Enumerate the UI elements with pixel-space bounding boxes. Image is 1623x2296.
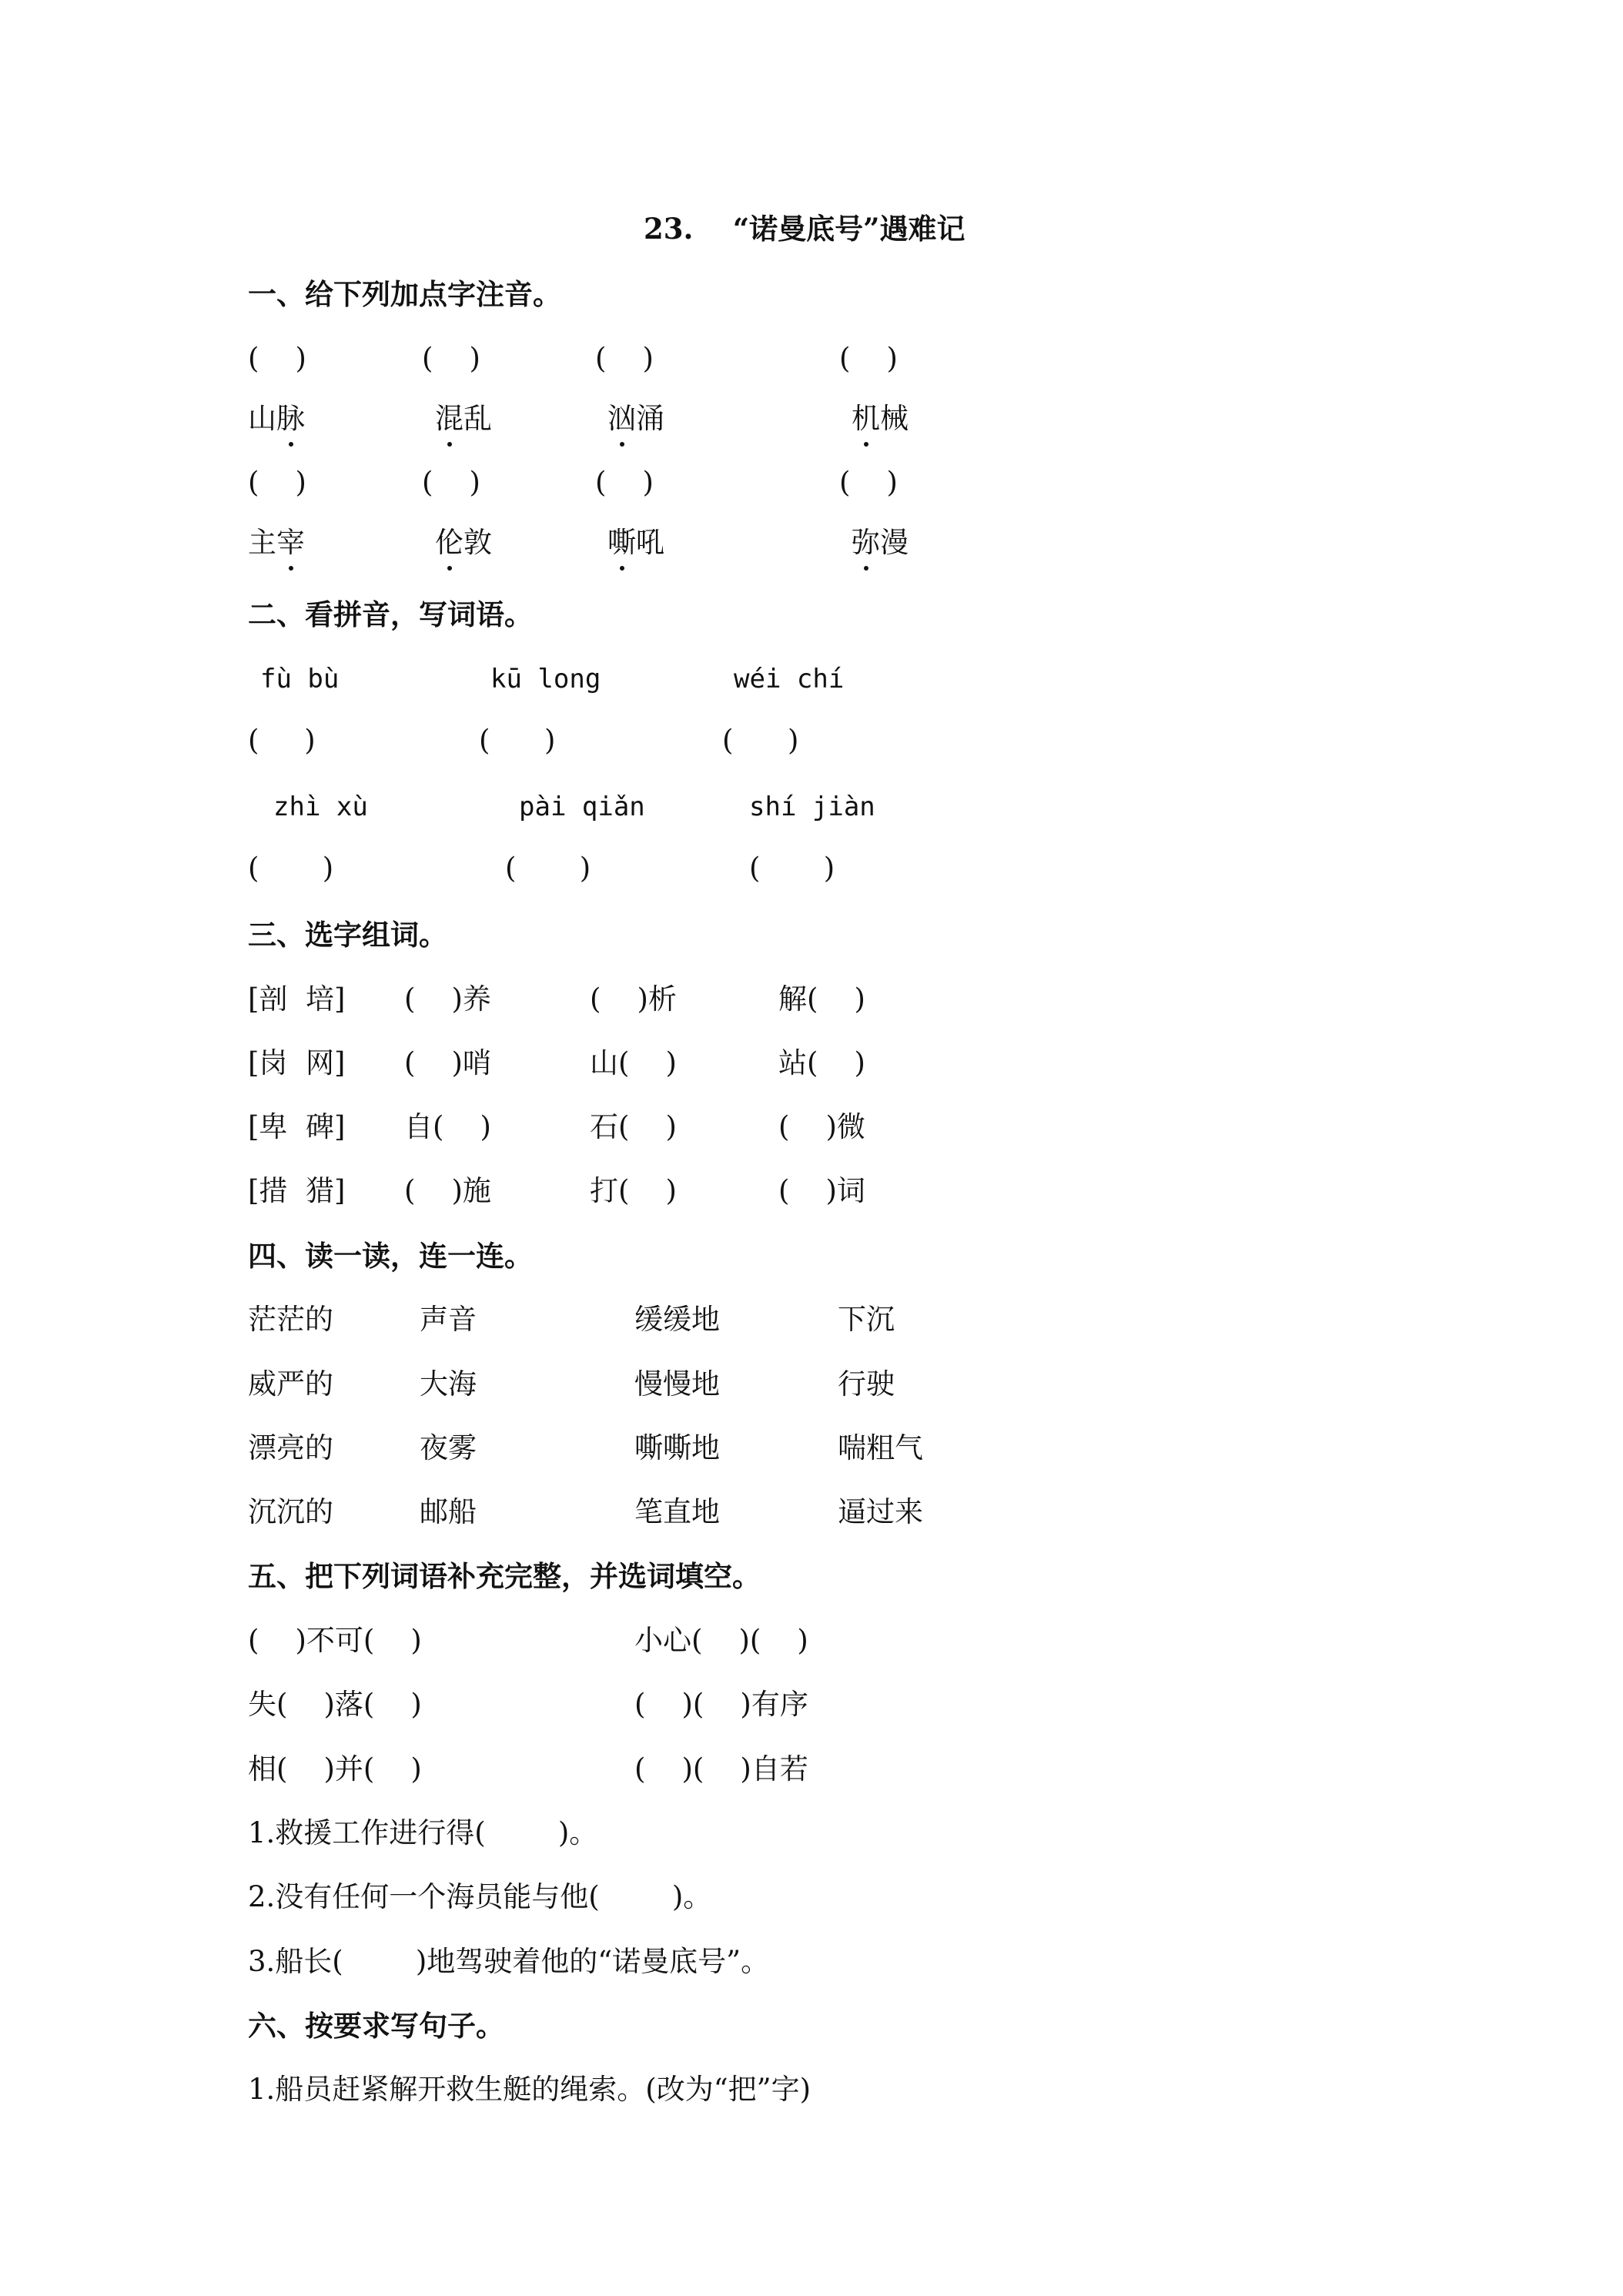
dotted-word: 混乱 xyxy=(435,402,492,435)
idiom-fill[interactable]: 相( )并( ) xyxy=(248,1752,422,1786)
match-word[interactable]: 威严的 xyxy=(248,1367,333,1401)
match-word[interactable]: 缓缓地 xyxy=(634,1303,720,1336)
dotted-word: 山脉 xyxy=(248,402,305,435)
char-choice: [剖 培] xyxy=(248,982,346,1016)
section-4-heading: 四、读一读，连一连。 xyxy=(248,1239,533,1273)
answer-blank[interactable]: ( ) xyxy=(248,466,306,499)
char-choice: [卑 碑] xyxy=(248,1110,346,1143)
match-word[interactable]: 沉沉的 xyxy=(248,1495,333,1528)
emphasis-char: 机 xyxy=(852,402,880,435)
pinyin-prompt: shí jiàn xyxy=(749,792,875,822)
idiom-fill[interactable]: ( )( )有序 xyxy=(634,1688,808,1721)
answer-blank[interactable]: ( ) xyxy=(248,342,306,375)
fill-item[interactable]: 自( ) xyxy=(404,1110,491,1143)
answer-blank[interactable]: ( ) xyxy=(749,852,835,885)
fill-item[interactable]: ( )施 xyxy=(404,1174,491,1207)
answer-blank[interactable]: ( ) xyxy=(248,724,316,757)
emphasis-char: 弥 xyxy=(852,526,880,559)
idiom-fill[interactable]: 失( )落( ) xyxy=(248,1688,422,1721)
emphasis-char: 汹 xyxy=(607,402,636,435)
dotted-word: 弥漫 xyxy=(852,526,909,559)
fill-item[interactable]: 解( ) xyxy=(778,982,865,1016)
fill-sentence[interactable]: 3.船长( )地驾驶着他的“诺曼底号”。 xyxy=(248,1945,770,1978)
match-word[interactable]: 喘粗气 xyxy=(838,1431,923,1464)
match-word[interactable]: 慢慢地 xyxy=(634,1367,720,1401)
match-word[interactable]: 漂亮的 xyxy=(248,1431,333,1464)
match-word[interactable]: 行驶 xyxy=(838,1367,895,1401)
dotted-word: 嘶吼 xyxy=(607,526,664,559)
dotted-word: 主宰 xyxy=(248,526,305,559)
fill-item[interactable]: ( )微 xyxy=(778,1110,865,1143)
match-word[interactable]: 逼过来 xyxy=(838,1495,923,1528)
fill-item[interactable]: ( )养 xyxy=(404,982,491,1016)
fill-sentence[interactable]: 1.救援工作进行得( )。 xyxy=(248,1816,598,1849)
answer-blank[interactable]: ( ) xyxy=(479,724,556,757)
fill-item[interactable]: 站( ) xyxy=(778,1046,865,1079)
answer-blank[interactable]: ( ) xyxy=(422,466,480,499)
idiom-fill[interactable]: ( )不可( ) xyxy=(248,1624,422,1657)
pinyin-prompt: kū long xyxy=(490,664,601,694)
emphasis-char: 伦 xyxy=(435,526,463,559)
dotted-word: 汹涌 xyxy=(607,402,664,435)
match-word[interactable]: 茫茫的 xyxy=(248,1303,333,1336)
answer-blank[interactable]: ( ) xyxy=(422,342,480,375)
answer-blank[interactable]: ( ) xyxy=(722,724,799,757)
answer-blank[interactable]: ( ) xyxy=(505,852,591,885)
answer-blank[interactable]: ( ) xyxy=(839,342,898,375)
pinyin-prompt: fù bù xyxy=(260,664,340,694)
section-2-heading: 二、看拼音，写词语。 xyxy=(248,597,533,631)
fill-item[interactable]: 打( ) xyxy=(590,1174,677,1207)
pinyin-prompt: pài qiǎn xyxy=(519,792,645,822)
answer-blank[interactable]: ( ) xyxy=(595,342,654,375)
answer-blank[interactable]: ( ) xyxy=(839,466,898,499)
emphasis-char: 嘶 xyxy=(607,526,636,559)
char-choice: [措 猎] xyxy=(248,1174,346,1207)
section-5-heading: 五、把下列词语补充完整，并选词填空。 xyxy=(248,1559,761,1593)
fill-item[interactable]: ( )词 xyxy=(778,1174,865,1207)
page-title: 23. “诺曼底号”遇难记 xyxy=(644,212,965,246)
emphasis-char: 混 xyxy=(435,402,463,435)
match-word[interactable]: 声音 xyxy=(420,1303,477,1336)
fill-item[interactable]: ( )析 xyxy=(590,982,677,1016)
section-6-heading: 六、按要求写句子。 xyxy=(248,2009,504,2043)
section-1-heading: 一、给下列加点字注音。 xyxy=(248,277,561,311)
dotted-word: 机械 xyxy=(852,402,909,435)
match-word[interactable]: 笔直地 xyxy=(634,1495,720,1528)
match-word[interactable]: 下沉 xyxy=(838,1303,895,1336)
emphasis-char: 宰 xyxy=(276,526,305,559)
match-word[interactable]: 嘶嘶地 xyxy=(634,1431,720,1464)
idiom-fill[interactable]: ( )( )自若 xyxy=(634,1752,808,1786)
fill-item[interactable]: 石( ) xyxy=(590,1110,677,1143)
char-choice: [岗 网] xyxy=(248,1046,346,1079)
pinyin-prompt: zhì xù xyxy=(273,792,368,822)
fill-item[interactable]: ( )哨 xyxy=(404,1046,491,1079)
fill-item[interactable]: 山( ) xyxy=(590,1046,677,1079)
fill-sentence[interactable]: 2.没有任何一个海员能与他( )。 xyxy=(248,1880,712,1913)
section-3-heading: 三、选字组词。 xyxy=(248,918,447,952)
rewrite-sentence: 1.船员赶紧解开救生艇的绳索。(改为“把”字) xyxy=(248,2073,812,2106)
answer-blank[interactable]: ( ) xyxy=(248,852,334,885)
dotted-word: 伦敦 xyxy=(435,526,492,559)
emphasis-char: 脉 xyxy=(276,402,305,435)
pinyin-prompt: wéi chí xyxy=(734,664,845,694)
answer-blank[interactable]: ( ) xyxy=(595,466,654,499)
idiom-fill[interactable]: 小心( )( ) xyxy=(634,1624,808,1657)
match-word[interactable]: 大海 xyxy=(420,1367,477,1401)
match-word[interactable]: 夜雾 xyxy=(420,1431,477,1464)
match-word[interactable]: 邮船 xyxy=(420,1495,477,1528)
